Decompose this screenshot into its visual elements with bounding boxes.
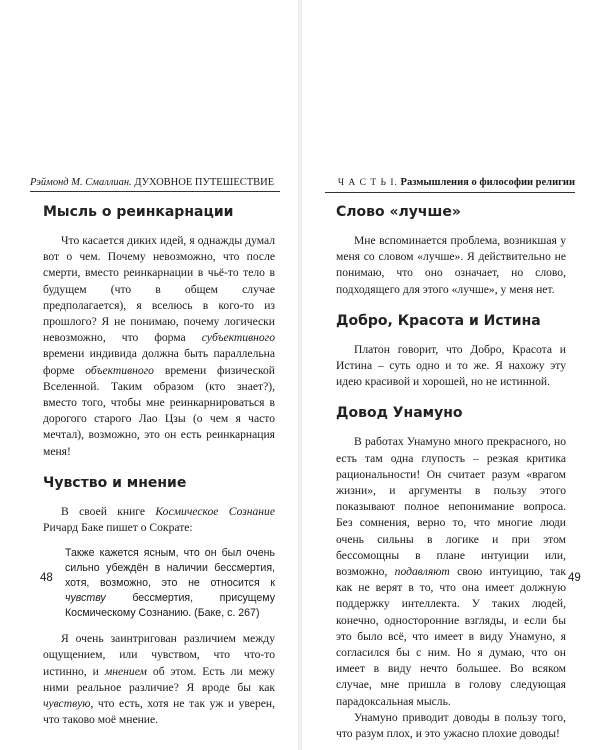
section-title-better: Слово «лучше» — [336, 204, 461, 220]
block-quote-bucke: Также кажется ясным, что он был очень сильно убеждён в наличии бессмертия, хотя, возможно, это не относится к чувству бессмертия, присущему Космическому Сознанию. (Баке, с. 267) — [65, 547, 275, 620]
paragraph-feeling-opinion: Я очень заинтригован различием между ощущением, или чувством, что что-то истинно, и мнением об этом. Есть ли межу ними реальное различие? Я вроде бы как чувствую, что есть, хотя не так уж и уверен, что таково моё мнение. — [43, 632, 275, 727]
paragraph-bucke-intro: В своей книге Космическое Сознание Ричард Баке пишет о Сократе: — [43, 504, 275, 535]
running-head-right — [325, 176, 575, 193]
section-title-reincarnation: Мысль о реинкарнации — [43, 204, 234, 220]
page-number-left: 48 — [40, 572, 53, 584]
running-head-part: Ч А С Т Ь I. — [337, 178, 398, 188]
right-page — [300, 0, 600, 750]
left-page-content — [43, 203, 275, 728]
section-title-unamuno: Довод Унамуно — [336, 405, 463, 422]
section-title-feeling-opinion: Чувство и мнение — [43, 474, 187, 491]
running-head-left — [30, 176, 280, 192]
running-head-author: Рэймонд М. Смаллиан. — [30, 177, 132, 188]
right-page-content — [336, 203, 566, 742]
section-title-good-beauty-truth: Добро, Красота и Истина — [336, 312, 541, 329]
page-number-right: 49 — [568, 572, 581, 584]
running-head-part-title: Размышления о философии религии — [400, 177, 575, 188]
running-head-book-title: ДУХОВНОЕ ПУТЕШЕСТВИЕ — [134, 177, 275, 188]
paragraph-good-beauty-truth: Платон говорит, что Добро, Красота и Истина – суть одно и то же. Я нахожу эту идею красивой и хорошей, но не истинной. — [336, 342, 566, 389]
paragraph-better: Мне вспоминается проблема, возникшая у меня со словом «лучше». Я действительно не понимаю, что оно означает, но слово, подходящего для этого «лучше», у меня нет. — [336, 234, 566, 296]
paragraph-unamuno-2: Унамуно приводит доводы в пользу того, что разум плох, и это ужасно плохие доводы! — [336, 710, 566, 741]
paragraph-unamuno-1: В работах Унамуно много прекрасного, но есть там одна глупость – резкая критика рациональности! Он считает разум «врагом жизни», и аргументы в пользу этого показывают полное непонимание вопроса. Без сомнения, верно то, что многие люди очень сильны в логике и при этом бесcомощны в плане интуиции или, возможно, подавляют свою интуицию, так как не верят в то, что она имеет должную поддержку интеллекта. У таких людей, конечно, односторонние взгляды, и если бы это было всё, что имеет в виду Унамуно, я согласился бы с ним. Но я думаю, что он имеет в виду нечто большее. Во всяком случае, мне пришла в голову следующая парадоксальная мысль. — [336, 435, 566, 708]
paragraph-reincarnation: Что касается диких идей, я однажды думал вот о чем. Почему невозможно, что после смерти, вместо реинкарнации в чьё-то тело в будущем (что в общем случае предполагается), я вселюсь в кого-то из прошлого? Я не понимаю, почему логически невозможно, что форма субъективного времени индивида должна быть параллельна форме объективного времени физической Вселенной. Таким образом (кто знает?), вместо того, чтобы мне реинкарнироваться в дорогого старого Лао Цзы (о чем я часто мечтал), возможно, это он есть реинкарнация меня! — [43, 234, 275, 458]
